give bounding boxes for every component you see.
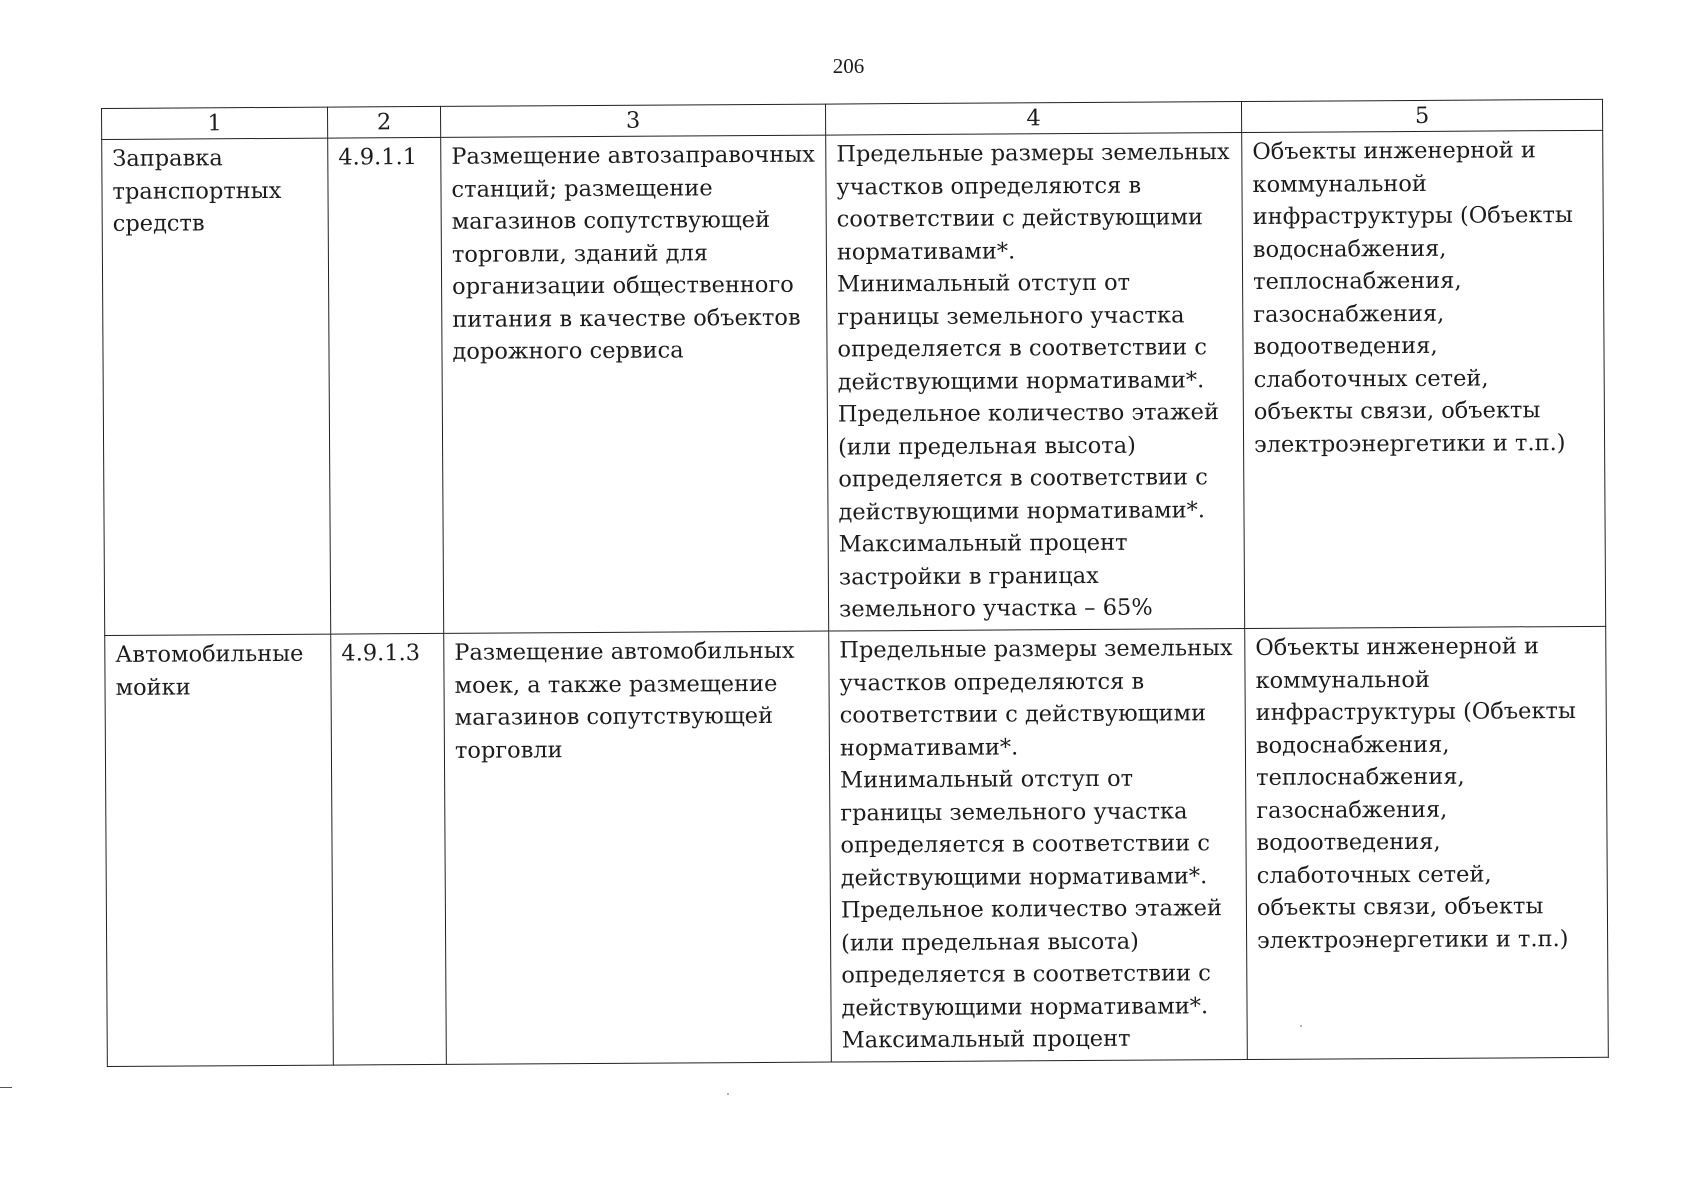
- use-type-auxiliary: [1242, 130, 1606, 628]
- use-type-auxiliary-text: Объекты инженерной и коммунальной инфраструктуры (Объекты водоснабжения, теплоснабжения, газоснабжения, водоотведения, слаботочных сетей, объекты связи, объекты электроэнергетики и т.п.): [1255, 633, 1576, 954]
- use-type-code: [328, 137, 444, 634]
- use-type-name-text: Автомобильные мойки: [115, 640, 304, 701]
- use-type-name: [105, 634, 334, 1066]
- use-type-parameters: [829, 629, 1248, 1062]
- column-header-4: 4: [825, 102, 1241, 136]
- scan-speck: [727, 1093, 729, 1095]
- column-header-1: 1: [102, 107, 328, 139]
- page-number: 206: [832, 54, 865, 78]
- use-type-parameters-text: Предельные размеры земельных участков определяются в соответствии с действующими нормативами*. Минимальный отступ от границы земельного участка определяется в соответствии с действующими нормативами*. Предельное количество этажей (или предельная высота) определяется в соответствии с действующими нормативами*. Максимальный процент: [839, 635, 1233, 1054]
- use-type-auxiliary-text: Объекты инженерной и коммунальной инфраструктуры (Объекты водоснабжения, теплоснабжения, газоснабжения, водоотведения, слаботочных сетей, объекты связи, объекты электроэнергетики и т.п.): [1252, 137, 1573, 458]
- use-type-description: [441, 135, 829, 633]
- use-type-parameters-text: Предельные размеры земельных участков определяются в соответствии с действующими нормативами*. Минимальный отступ от границы земельного участка определяется в соответствии с действующими нормативами*. Предельное количество этажей (или предельная высота) определяется в соответствии с действующими нормативами*. Максимальный процент застройки в границах земельного участка – 65%: [836, 139, 1230, 623]
- use-type-code: [331, 633, 447, 1064]
- table-row: [105, 626, 1609, 1066]
- scan-edge-mark: [0, 1087, 12, 1088]
- use-type-name-text: Заправка транспортных средств: [112, 145, 282, 237]
- use-type-description: [444, 631, 832, 1064]
- use-type-auxiliary: [1245, 626, 1609, 1059]
- use-type-parameters: [826, 133, 1245, 632]
- use-type-code-text: 4.9.1.3: [341, 640, 421, 667]
- use-type-description-text: Размещение автозаправочных станций; размещение магазинов сопутствующей торговли, зданий для организации общественного питания в качестве объектов дорожного сервиса: [451, 141, 815, 365]
- column-header-3: 3: [440, 104, 825, 137]
- table-row: [102, 130, 1606, 635]
- use-type-code-text: 4.9.1.1: [338, 144, 418, 171]
- use-type-description-text: Размещение автомобильных моек, а также размещение магазинов сопутствующей торговли: [454, 637, 795, 764]
- use-type-name: [102, 138, 331, 635]
- scan-speck: [1300, 1025, 1302, 1027]
- column-header-2: 2: [327, 106, 440, 138]
- column-header-5: 5: [1241, 99, 1602, 132]
- zoning-table: [101, 99, 1609, 1067]
